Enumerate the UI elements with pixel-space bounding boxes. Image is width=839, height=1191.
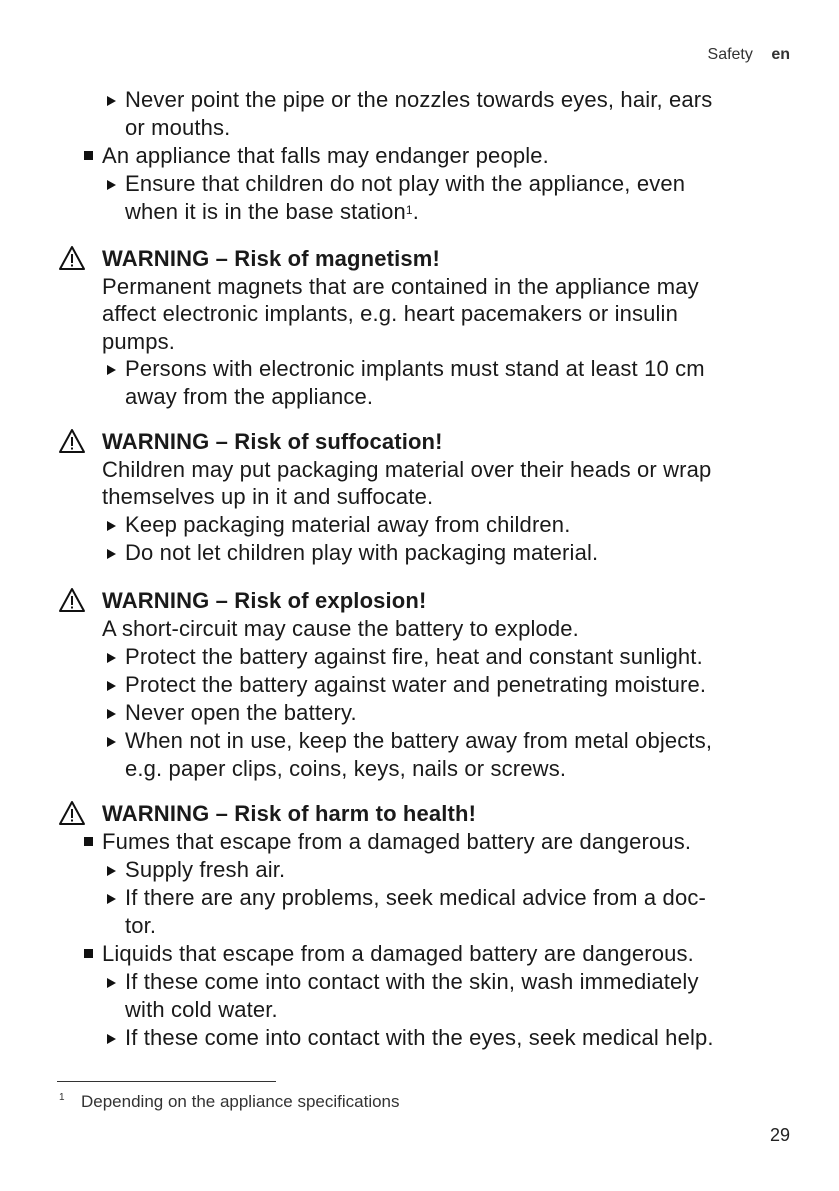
page-header <box>708 46 790 64</box>
arrow-bullet-icon <box>107 709 116 719</box>
arrow-bullet-icon <box>107 521 116 531</box>
page-number: 29 <box>769 1125 790 1145</box>
square-bullet-icon <box>84 949 93 958</box>
instruction-text: When not in use, keep the battery away from metal objects, <box>125 728 713 753</box>
instruction-text: Persons with electronic implants must stand at least 10 cm <box>125 356 705 381</box>
arrow-bullet-icon <box>107 894 116 904</box>
footnote-text: Depending on the appliance specifications <box>81 1092 400 1111</box>
hazard-text: An appliance that falls may endanger people. <box>102 143 549 168</box>
arrow-bullet-icon <box>107 978 116 988</box>
instruction-text: Never open the battery. <box>125 700 357 725</box>
section-title: Safety <box>707 46 753 63</box>
arrow-bullet-icon <box>107 549 116 559</box>
warning-text: Permanent magnets that are contained in the appliance may <box>102 274 699 299</box>
arrow-bullet-icon <box>107 681 116 691</box>
arrow-bullet-icon <box>107 96 116 106</box>
instruction-text: Ensure that children do not play with the appliance, even <box>125 171 686 196</box>
instruction-text: Keep packaging material away from children. <box>125 512 571 537</box>
warning-triangle-icon <box>58 800 86 826</box>
arrow-bullet-icon <box>107 653 116 663</box>
instruction-text: when it is in the base station$^1$. <box>125 199 419 224</box>
warning-text: themselves up in it and suffocate. <box>102 484 434 509</box>
language-code: en <box>771 46 790 63</box>
arrow-bullet-icon <box>107 1034 116 1044</box>
square-bullet-icon <box>84 837 93 846</box>
warning-triangle-icon <box>58 587 86 613</box>
warning-title: WARNING – Risk of magnetism! <box>102 246 440 271</box>
warning-text: pumps. <box>102 329 176 354</box>
warning-text: affect electronic implants, e.g. heart pacemakers or insulin <box>102 301 678 326</box>
hazard-text: Fumes that escape from a damaged battery are dangerous. <box>102 829 692 854</box>
square-bullet-icon <box>84 151 93 160</box>
instruction-text: away from the appliance. <box>125 384 374 409</box>
warning-triangle-icon <box>58 245 86 271</box>
arrow-bullet-icon <box>107 365 116 375</box>
footnote-number: 1 <box>59 1092 65 1103</box>
footnote-divider <box>57 1081 276 1082</box>
arrow-bullet-icon <box>107 180 116 190</box>
arrow-bullet-icon <box>107 737 116 747</box>
hazard-text: Liquids that escape from a damaged battery are dangerous. <box>102 941 694 966</box>
warning-title: WARNING – Risk of suffocation! <box>102 429 443 454</box>
instruction-text: Protect the battery against water and penetrating moisture. <box>125 672 707 697</box>
instruction-text: Supply fresh air. <box>125 857 286 882</box>
warning-text: Children may put packaging material over their heads or wrap <box>102 457 712 482</box>
instruction-text: Protect the battery against fire, heat and constant sunlight. <box>125 644 703 669</box>
instruction-text: If there are any problems, seek medical advice from a doc- <box>125 885 706 910</box>
instruction-text: e.g. paper clips, coins, keys, nails or screws. <box>125 756 567 781</box>
instruction-text: If these come into contact with the eyes, seek medical help. <box>125 1025 714 1050</box>
footnote-ref: 1 <box>405 203 413 217</box>
instruction-text: Do not let children play with packaging material. <box>125 540 599 565</box>
instruction-text: If these come into contact with the skin, wash immediately <box>125 969 699 994</box>
instruction-text: or mouths. <box>125 115 231 140</box>
warning-text: A short-circuit may cause the battery to explode. <box>102 616 579 641</box>
warning-title: WARNING – Risk of harm to health! <box>102 801 477 826</box>
instruction-text: tor. <box>125 913 157 938</box>
arrow-bullet-icon <box>107 866 116 876</box>
warning-title: WARNING – Risk of explosion! <box>102 588 427 613</box>
warning-triangle-icon <box>58 428 86 454</box>
instruction-text: Never point the pipe or the nozzles towards eyes, hair, ears <box>125 87 713 112</box>
instruction-text: with cold water. <box>125 997 278 1022</box>
